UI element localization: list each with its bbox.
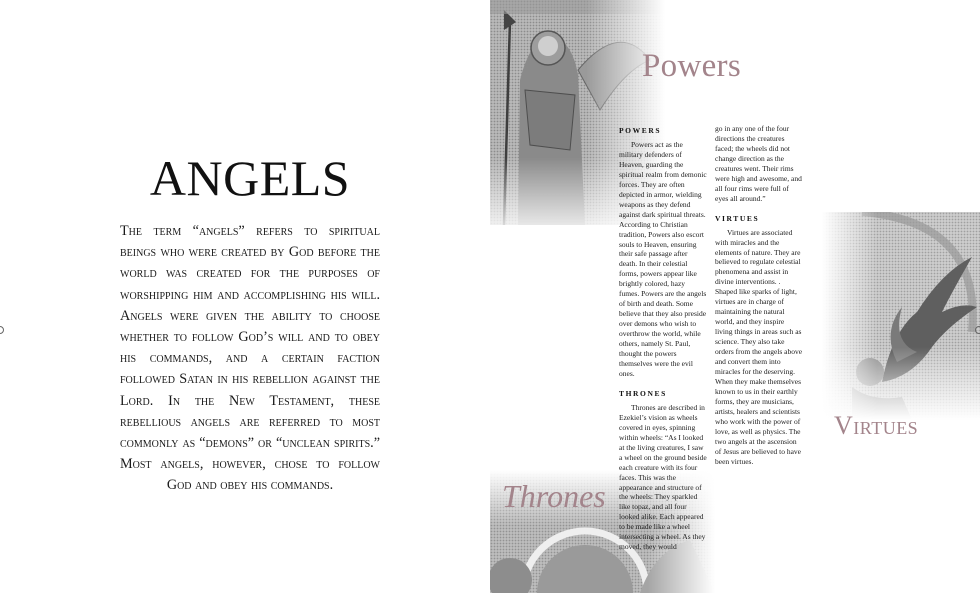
registration-mark-left [0,326,4,334]
thrones-section-body-part2: go in any one of the four directions the creatures faced; the wheels did not change direction as the creatures went. Their rims were high and awesome, and all four rims were full of eyes all around.” [715,124,802,203]
virtues-heading: Virtues [834,411,919,440]
virtues-section-body: Virtues are associated with miracles and the elements of nature. They are believed to regulate celestial phenomena and assist in divine interventions. . Shaped like sparks of light, virtues are in charge of maintaining the natural world, and they inspire living things in areas such as science. They also take orders from the angels above and convert them into miracles for the deserving. When they make themselves known to us in their earthly forms, they are musicians, artists, healers and scientists who work with the power of love, as well as physics. The two angels at the ascension of Jesus are believed to have been virtues. [715,227,803,466]
thrones-section-title: THRONES [619,388,667,398]
virtues-section-title: VIRTUES [715,213,760,223]
page-title: ANGELS [149,150,351,206]
winged-angel-fresco-icon [822,212,980,420]
thrones-heading: Thrones [502,478,606,514]
registration-mark-right [975,326,980,334]
powers-heading: Powers [642,48,741,84]
intro-paragraph: The term “angels” refers to spiritual beings who were created by God before the world was created for the purposes of worshipping him and accomplishing his will. Angels were given the ability to choose whether to follow God’s will and to obey his commands, and a certain faction followed Satan in his rebellion against the Lord. In the New Testament, these rebellious angels are referred to most commonly as “demons” or “unclean spirits.” Most angels, however, chose to follow God and obey his commands. [120,223,380,494]
powers-section-title: POWERS [619,126,662,135]
text-column-1 [619,126,707,552]
thrones-section-body-part1: Thrones are described in Ezekiel’s vision as wheels covered in eyes, spinning within wheels: “As I looked at the living creatures, I saw a wheel on the ground beside each creature with its four faces. This was the appearance and structure of the wheels: They sparkled like topaz, and all four looked alike. Each appeared to be made like a wheel intersecting a wheel. As they moved, they would [619,402,707,552]
text-column-2 [715,124,803,467]
powers-section-body: Powers act as the military defenders of Heaven, guarding the spiritual realm from demonic forces. They are often depicted in armor, wielding weapons as they defend against dark spiritual threats. According to Christian tradition, Powers also escort souls to Heaven, ensuring their safe passage after death. In their celestial forms, powers appear like brightly colored, hazy fumes. Powers are the angels of birth and death. Some believe that they also preside over demons who wish to overthrow the world, while others, namely St. Paul, thought the powers themselves were the evil ones. [619,140,707,378]
